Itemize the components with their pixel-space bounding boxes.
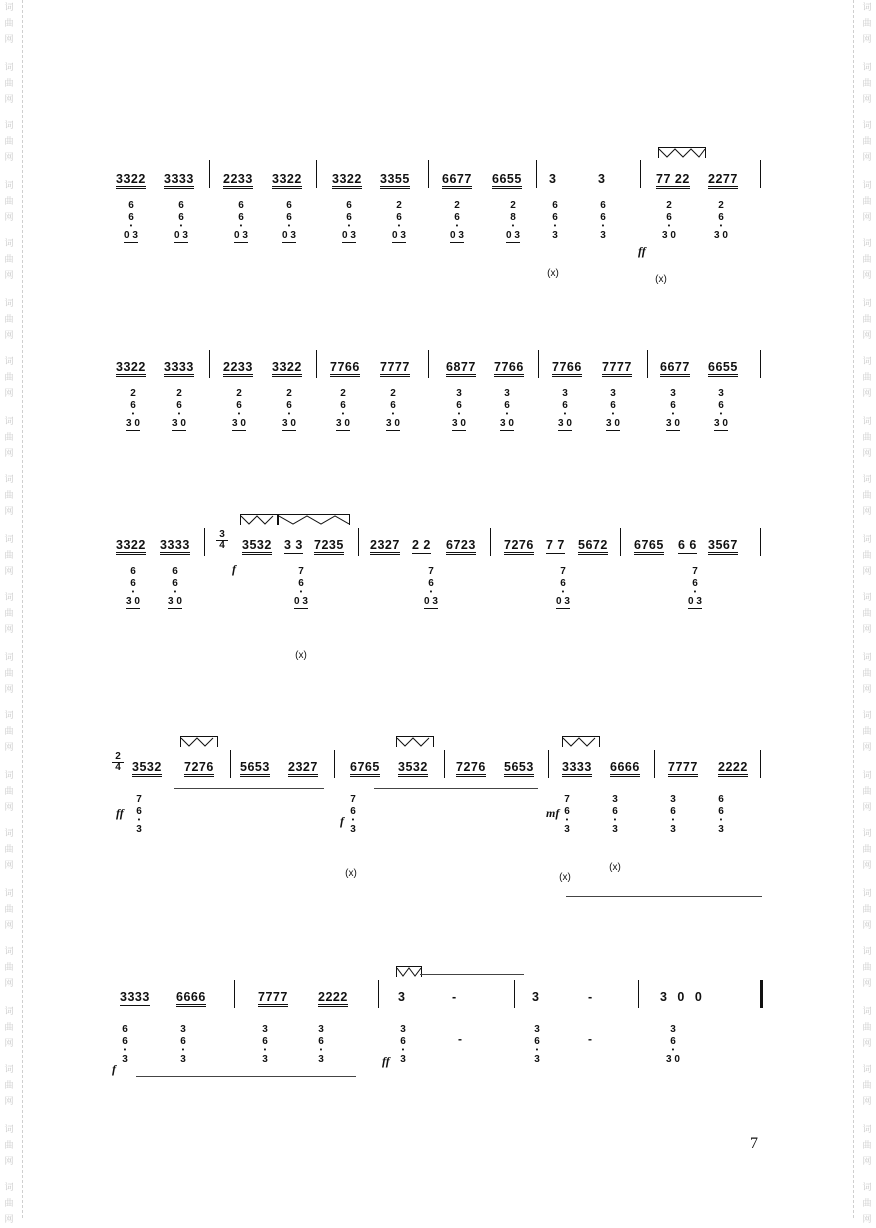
melody-note-group: 3567 xyxy=(708,538,738,555)
watermark-text: 词 曲 网 xyxy=(4,711,14,753)
melody-note-group: 7235 xyxy=(314,538,344,555)
watermark-text: 词 曲 网 xyxy=(4,535,14,577)
score-system-2 xyxy=(112,350,768,450)
percussion-mark: (x) xyxy=(345,868,357,879)
barline xyxy=(490,528,491,556)
barline xyxy=(638,980,639,1008)
melody-note-group: 3355 xyxy=(380,172,410,189)
melody-note-group: 2277 xyxy=(708,172,738,189)
right-watermark-strip xyxy=(862,0,872,1225)
melody-note-group: 6655 xyxy=(492,172,522,189)
watermark-text: 词 曲 网 xyxy=(862,771,872,813)
melody-note-group: 7777 xyxy=(602,360,632,377)
time-signature: 2 4 xyxy=(112,752,124,773)
melody-note-group: 77 22 xyxy=(656,172,690,189)
watermark-text: 词 曲 网 xyxy=(4,1007,14,1049)
bass-note: 6 6 • 0 3 xyxy=(282,200,296,241)
watermark-text: 词 曲 网 xyxy=(862,947,872,989)
melody-note-group: 7276 xyxy=(504,538,534,555)
melody-note-group: 6 6 xyxy=(678,538,697,552)
barline xyxy=(428,160,429,188)
melody-note-group: 2327 xyxy=(288,760,318,777)
barline xyxy=(204,528,205,556)
melody-note-group: 2 2 xyxy=(412,538,431,552)
melody-note-group: 7777 xyxy=(380,360,410,377)
watermark-text: 词 曲 网 xyxy=(862,889,872,931)
rest-dash: - xyxy=(458,1032,462,1046)
watermark-text: 词 曲 网 xyxy=(4,1065,14,1107)
watermark-text: 词 曲 网 xyxy=(862,535,872,577)
tuplet-bracket xyxy=(278,514,350,525)
watermark-text: 词 曲 网 xyxy=(862,1125,872,1167)
barline xyxy=(230,750,231,778)
watermark-text: 词 曲 网 xyxy=(862,593,872,635)
score-system-1 xyxy=(112,160,768,290)
slur-line xyxy=(420,974,524,975)
barline xyxy=(620,528,621,556)
barline xyxy=(234,980,235,1008)
time-signature: 3 4 xyxy=(216,530,228,551)
tuplet-bracket xyxy=(396,736,434,747)
score-system-4 xyxy=(112,750,768,900)
bass-note: 3 6 • 3 xyxy=(534,1024,540,1065)
barline xyxy=(536,160,537,188)
melody-note-group: 6877 xyxy=(446,360,476,377)
melody-note-group: 3322 xyxy=(116,360,146,377)
melody-dash: - xyxy=(588,990,593,1004)
watermark-text: 词 曲 网 xyxy=(4,239,14,281)
bass-note: 6 6 • 3 xyxy=(552,200,558,241)
watermark-text: 词 曲 网 xyxy=(4,771,14,813)
melody-note-group: 7766 xyxy=(494,360,524,377)
watermark-text: 词 曲 网 xyxy=(862,1007,872,1049)
watermark-text: 词 曲 网 xyxy=(4,593,14,635)
barline xyxy=(647,350,648,378)
rest-dash: - xyxy=(588,1032,592,1046)
bass-note: 2 6 • 3 0 xyxy=(714,200,728,241)
tuplet-bracket xyxy=(240,514,278,525)
bass-note: 6 6 • 0 3 xyxy=(174,200,188,241)
bass-note: 2 6 • 3 0 xyxy=(172,388,186,429)
bass-note: 7 6 • 0 3 xyxy=(556,566,570,607)
melody-note-group: 3333 xyxy=(164,360,194,377)
bass-note: 7 6 • 0 3 xyxy=(688,566,702,607)
bass-note: 2 6 • 3 0 xyxy=(336,388,350,429)
bass-note: 2 6 • 3 0 xyxy=(386,388,400,429)
watermark-text: 词 曲 网 xyxy=(862,239,872,281)
watermark-text: 词 曲 网 xyxy=(862,181,872,223)
melody-note-group: 7276 xyxy=(456,760,486,777)
bass-note: 3 6 • 3 0 xyxy=(558,388,572,429)
left-watermark-strip xyxy=(4,0,14,1225)
melody-note-group: 3333 xyxy=(562,760,592,777)
tie-line xyxy=(374,788,538,789)
bass-note: 2 8 • 0 3 xyxy=(506,200,520,241)
watermark-text: 词 曲 网 xyxy=(862,829,872,871)
melody-note: 3 xyxy=(549,172,557,186)
percussion-mark: (x) xyxy=(609,862,621,873)
watermark-text: 词 曲 网 xyxy=(4,417,14,459)
bass-note: 3 6 • 3 0 xyxy=(714,388,728,429)
melody-note-group: 6655 xyxy=(708,360,738,377)
bass-note: 3 6 • 3 xyxy=(318,1024,324,1065)
melody-note-group: 6723 xyxy=(446,538,476,555)
bass-note: 2 6 • 3 0 xyxy=(282,388,296,429)
melody-note-group: 3 0 0 xyxy=(660,990,703,1004)
watermark-text: 词 曲 网 xyxy=(4,653,14,695)
watermark-text: 词 曲 网 xyxy=(4,63,14,105)
melody-note-group: 7766 xyxy=(330,360,360,377)
melody-note-group: 5653 xyxy=(240,760,270,777)
watermark-text: 词 曲 网 xyxy=(4,181,14,223)
right-margin-line xyxy=(853,0,854,1218)
bass-note: 7 6 • 3 xyxy=(564,794,570,835)
bass-note: 6 6 • 3 xyxy=(600,200,606,241)
melody-note-group: 7777 xyxy=(668,760,698,777)
bass-note: 2 6 • 0 3 xyxy=(392,200,406,241)
barline xyxy=(358,528,359,556)
percussion-mark: (x) xyxy=(655,274,667,285)
melody-note-group: 3322 xyxy=(116,172,146,189)
barline xyxy=(760,528,761,556)
bass-note: 6 6 • 3 0 xyxy=(168,566,182,607)
bass-note: 3 6 • 3 0 xyxy=(452,388,466,429)
melody-dash: - xyxy=(452,990,457,1004)
barline xyxy=(760,350,761,378)
watermark-text: 词 曲 网 xyxy=(4,121,14,163)
melody-note-group: 7777 xyxy=(258,990,288,1007)
melody-note-group: 7766 xyxy=(552,360,582,377)
tie-line xyxy=(136,1076,356,1077)
bass-note: 3 6 • 3 0 xyxy=(606,388,620,429)
watermark-text: 词 曲 网 xyxy=(862,1183,872,1225)
bass-note: 6 6 • 0 3 xyxy=(124,200,138,241)
barline xyxy=(334,750,335,778)
dynamic-marking: f xyxy=(340,814,344,828)
melody-note-group: 3 3 xyxy=(284,538,303,552)
melody-note-group: 2233 xyxy=(223,172,253,189)
bass-note: 2 6 • 3 0 xyxy=(662,200,676,241)
melody-note-group: 6677 xyxy=(442,172,472,189)
watermark-text: 词 曲 网 xyxy=(862,711,872,753)
watermark-text: 词 曲 网 xyxy=(862,653,872,695)
bass-note: 6 6 • 3 xyxy=(122,1024,128,1065)
watermark-text: 词 曲 网 xyxy=(4,357,14,399)
score-system-5 xyxy=(112,980,768,1090)
melody-note-group: 6677 xyxy=(660,360,690,377)
bass-note: 6 6 • 3 0 xyxy=(126,566,140,607)
barline xyxy=(640,160,641,188)
melody-note-group: 2222 xyxy=(318,990,348,1007)
bass-note: 2 6 • 3 0 xyxy=(126,388,140,429)
bass-note: 3 6 • 3 xyxy=(400,1024,406,1065)
melody-note-group: 3322 xyxy=(272,172,302,189)
melody-note-group: 7276 xyxy=(184,760,214,777)
score-system-3 xyxy=(112,528,768,668)
barline xyxy=(548,750,549,778)
dynamic-marking: f xyxy=(112,1062,116,1076)
watermark-text: 词 曲 网 xyxy=(4,1125,14,1167)
tie-line xyxy=(566,896,762,897)
watermark-text: 词 曲 网 xyxy=(862,63,872,105)
barline xyxy=(378,980,379,1008)
bass-note: 7 6 • 0 3 xyxy=(294,566,308,607)
melody-note-group: 3333 xyxy=(164,172,194,189)
melody-note-group: 5653 xyxy=(504,760,534,777)
bass-note: 6 6 • 0 3 xyxy=(234,200,248,241)
watermark-text: 词 曲 网 xyxy=(862,299,872,341)
melody-note-group: 2233 xyxy=(223,360,253,377)
bass-note: 7 6 • 0 3 xyxy=(424,566,438,607)
melody-note-group: 6666 xyxy=(610,760,640,777)
bass-note: 3 6 • 3 0 xyxy=(500,388,514,429)
melody-note-group: 3532 xyxy=(132,760,162,777)
melody-note-group: 3322 xyxy=(116,538,146,555)
bass-note: 2 6 • 0 3 xyxy=(450,200,464,241)
barline xyxy=(316,350,317,378)
melody-note-group: 5672 xyxy=(578,538,608,555)
watermark-text: 词 曲 网 xyxy=(862,475,872,517)
dynamic-marking: f xyxy=(232,562,236,576)
barline xyxy=(654,750,655,778)
bass-note: 7 6 • 3 xyxy=(350,794,356,835)
bass-note: 3 6 • 3 xyxy=(180,1024,186,1065)
dynamic-marking: ff xyxy=(116,806,124,820)
percussion-mark: (x) xyxy=(547,268,559,279)
bass-note: 3 6 • 3 xyxy=(612,794,618,835)
tuplet-bracket xyxy=(180,736,218,747)
watermark-text: 词 曲 网 xyxy=(4,829,14,871)
percussion-mark: (x) xyxy=(295,650,307,661)
dynamic-marking: mf xyxy=(546,806,560,820)
melody-note: 3 xyxy=(598,172,606,186)
page-number: 7 xyxy=(750,1135,758,1152)
watermark-text: 词 曲 网 xyxy=(862,417,872,459)
watermark-text: 词 曲 网 xyxy=(862,3,872,45)
barline xyxy=(514,980,515,1008)
watermark-text: 词 曲 网 xyxy=(862,121,872,163)
tie-line xyxy=(174,788,324,789)
melody-note-group: 6765 xyxy=(350,760,380,777)
watermark-text: 词 曲 网 xyxy=(4,3,14,45)
left-margin-line xyxy=(22,0,23,1218)
barline xyxy=(209,350,210,378)
melody-note: 3 xyxy=(398,990,406,1004)
tuplet-bracket xyxy=(562,736,600,747)
bass-note: 7 6 • 3 xyxy=(136,794,142,835)
tuplet-bracket xyxy=(658,147,706,158)
watermark-text: 词 曲 网 xyxy=(4,1183,14,1225)
dynamic-marking: ff xyxy=(638,244,646,258)
barline xyxy=(760,160,761,188)
percussion-mark: (x) xyxy=(559,872,571,883)
bass-note: 3 6 • 3 xyxy=(670,794,676,835)
barline xyxy=(760,750,761,778)
barline xyxy=(316,160,317,188)
bass-note: 3 6 • 3 xyxy=(262,1024,268,1065)
melody-note: 3 xyxy=(532,990,540,1004)
melody-note-group: 3333 xyxy=(160,538,190,555)
bass-note: 3 6 • 3 0 xyxy=(666,388,680,429)
barline xyxy=(538,350,539,378)
watermark-text: 词 曲 网 xyxy=(4,889,14,931)
watermark-text: 词 曲 网 xyxy=(4,947,14,989)
bass-note: 6 6 • 0 3 xyxy=(342,200,356,241)
melody-note-group: 3532 xyxy=(242,538,272,555)
watermark-text: 词 曲 网 xyxy=(862,357,872,399)
melody-note-group: 6666 xyxy=(176,990,206,1007)
bass-note: 6 6 • 3 xyxy=(718,794,724,835)
barline xyxy=(209,160,210,188)
melody-note-group: 6765 xyxy=(634,538,664,555)
final-barline xyxy=(760,980,763,1008)
melody-note-group: 3322 xyxy=(332,172,362,189)
tuplet-bracket xyxy=(396,966,422,977)
watermark-text: 词 曲 网 xyxy=(4,475,14,517)
melody-note-group: 3322 xyxy=(272,360,302,377)
melody-note-group: 2327 xyxy=(370,538,400,555)
bass-note: 2 6 • 3 0 xyxy=(232,388,246,429)
barline xyxy=(444,750,445,778)
melody-note-group: 3333 xyxy=(120,990,150,1004)
watermark-text: 词 曲 网 xyxy=(862,1065,872,1107)
melody-note-group: 3532 xyxy=(398,760,428,777)
barline xyxy=(428,350,429,378)
watermark-text: 词 曲 网 xyxy=(4,299,14,341)
melody-note-group: 2222 xyxy=(718,760,748,777)
bass-note: 3 6 • 3 0 xyxy=(666,1024,680,1065)
dynamic-marking: ff xyxy=(382,1054,390,1068)
melody-note-group: 7 7 xyxy=(546,538,565,552)
